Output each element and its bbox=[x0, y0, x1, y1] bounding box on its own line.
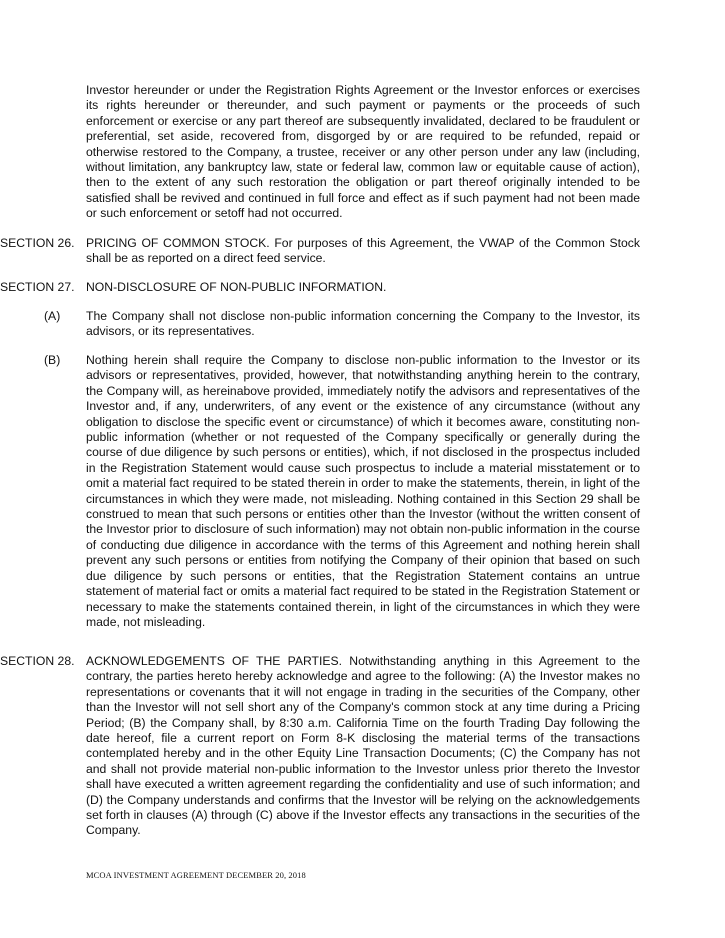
section-27-sub-b-body: Nothing herein shall require the Company to disclose non-public information to the Investor or its advisors or representatives, provided, however, that notwithstanding anything herein to the contrary, the Company will, as hereinabove provided, immediately notify the advisors and representatives of the Investor and, if any, underwriters, of any event or the existence of any circumstance (without any obligation to disclose the specific event or circumstance) of which it becomes aware, constituting non-public information (whether or not requested of the Company specifically or generally during the course of due diligence by such persons or entities), which, if not disclosed in the prospectus included in the Registration Statement would cause such prospectus to include a material misstatement or to omit a material fact required to be stated therein in order to make the statements, therein, in light of the circumstances in which they were made, not misleading. Nothing contained in this Section 29 shall be construed to mean that such persons or entities other than the Investor (without the written consent of the Investor prior to disclosure of such information) may not obtain non-public information in the course of conducting due diligence in accordance with the terms of this Agreement and nothing herein shall prevent any such persons or entities from notifying the Company of their opinion that based on such due diligence by such persons or entities, that the Registration Statement contains an untrue statement of material fact or omits a material fact required to be stated in the Registration Statement or necessary to make the statements contained therein, in light of the circumstances in which they were made, not misleading. bbox=[86, 353, 640, 629]
section-28-body: ACKNOWLEDGEMENTS OF THE PARTIES. Notwithstanding anything in this Agreement to the contrary, the parties hereto hereby acknowledge and agree to the following: (A) the Investor makes no representations or covenants that it will not engage in trading in the securities of the Company, other than the Investor will not sell short any of the Company's common stock at any time during a Pricing Period; (B) the Company shall, by 8:30 a.m. California Time on the fourth Trading Day following the date hereof, file a current report on Form 8-K disclosing the material terms of the transactions contemplated hereby and in the other Equity Line Transaction Documents; (C) the Company has not and shall not provide material non-public information to the Investor unless prior thereto the Investor shall have executed a written agreement regarding the confidentiality and use of such information; and (D) the Company understands and confirms that the Investor will be relying on the acknowledgements set forth in clauses (A) through (C) above if the Investor effects any transactions in the securities of the Company. bbox=[86, 654, 640, 838]
section-27-sub-b-label: (B) bbox=[44, 353, 61, 367]
section-27-sub-a-body: The Company shall not disclose non-public information concerning the Company to the Investor, its advisors, or its representatives. bbox=[86, 309, 640, 339]
intro-paragraph: Investor hereunder or under the Registration Rights Agreement or the Investor enforces or exercises its rights hereunder or thereunder, and such payment or payments or the proceeds of such enforcement or exercise or any part thereof are subsequently invalidated, declared to be fraudulent or preferential, set aside, recovered from, disgorged by or are required to be refunded, repaid or otherwise restored to the Company, a trustee, receiver or any other person under any law (including, without limitation, any bankruptcy law, state or federal law, common law or equitable cause of action), then to the extent of any such restoration the obligation or part thereof originally intended to be satisfied shall be revived and continued in full force and effect as if such payment had not been made or such enforcement or setoff had not occurred. bbox=[86, 83, 640, 221]
section-27-title: NON-DISCLOSURE OF NON-PUBLIC INFORMATION. bbox=[86, 280, 387, 294]
section-27-label: SECTION 27. bbox=[0, 280, 75, 294]
section-26-label: SECTION 26. bbox=[0, 236, 75, 250]
section-26-body: PRICING OF COMMON STOCK. For purposes of this Agreement, the VWAP of the Common Stock shall be as reported on a direct feed service. bbox=[86, 236, 640, 266]
section-27-sub-a-label: (A) bbox=[44, 309, 61, 323]
section-28-label: SECTION 28. bbox=[0, 654, 75, 668]
page-footer: MCOA INVESTMENT AGREEMENT DECEMBER 20, 2018 bbox=[86, 870, 306, 880]
